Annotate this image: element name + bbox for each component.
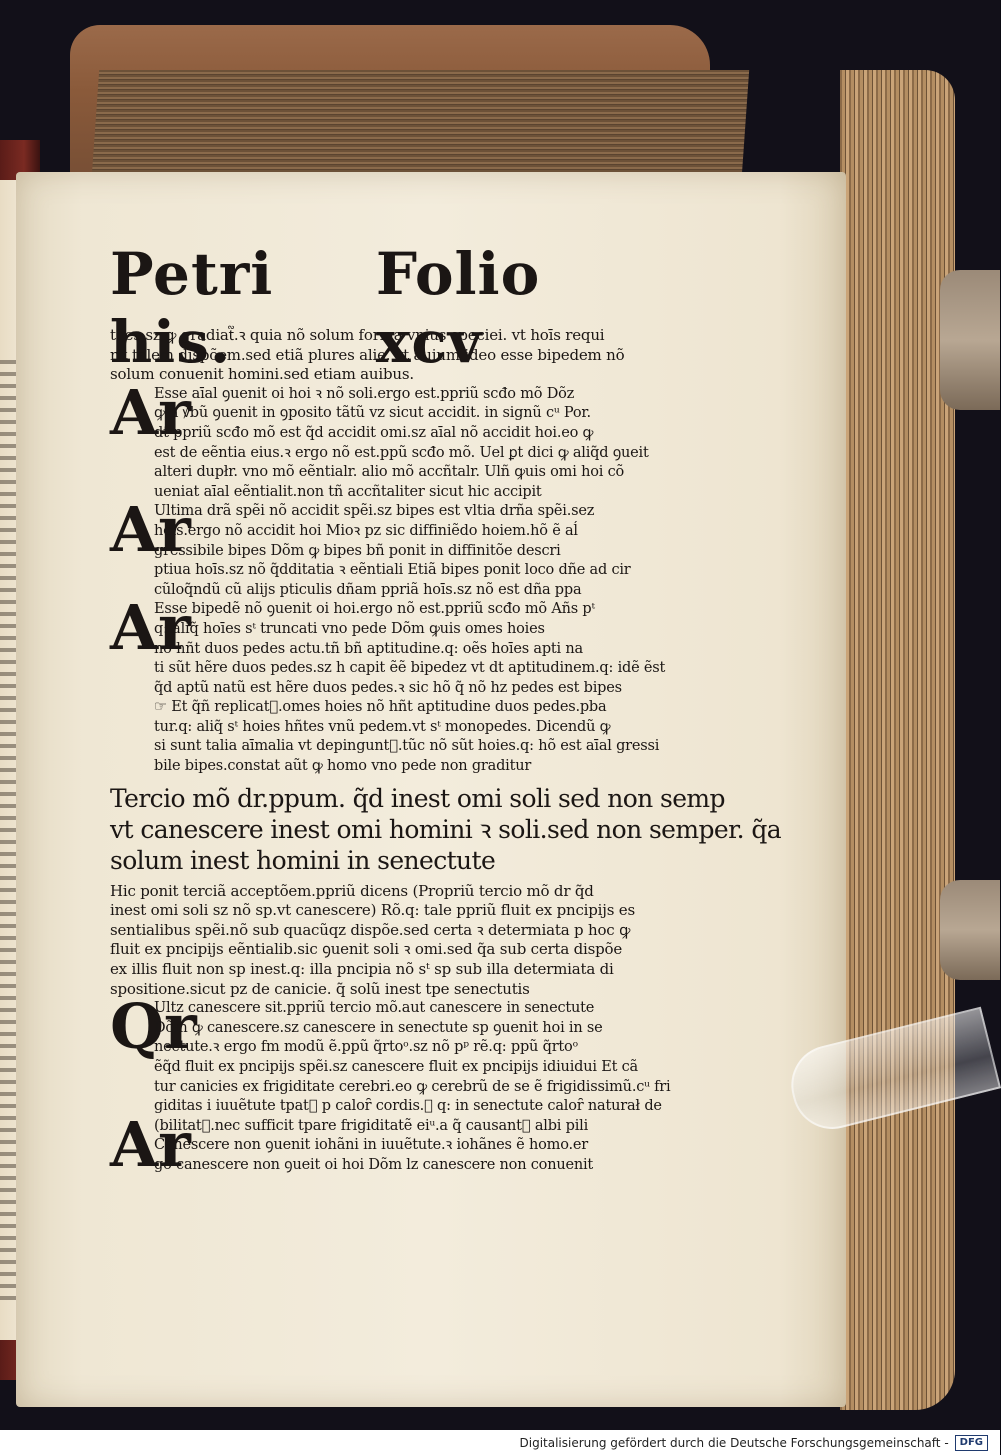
- initial-letter: Ar: [110, 493, 191, 567]
- text-line: ẽq̃d fluit ex pncipijs spẽi.sz canescere fluit ex pncipijs idiuidui Et cã: [154, 1059, 638, 1075]
- text-line: spositione.sicut pz de canicie. q̃ solũ inest tpe senectutis: [110, 979, 530, 998]
- text-line: ti sũt hẽre duos pedes.sz h capit ẽẽ bipedez vt dt aptitudinem.q: idẽ ẽst: [154, 660, 666, 677]
- text-line: q: aliq̃ hoīes sᵗ truncati vno pede Dõm ꝙuis omes hoies: [154, 620, 545, 637]
- paragraph-6: [110, 881, 635, 1000]
- text-line: Hic ponit terciã acceptõem.ppriũ dicens (Propriũ tercio mõ dr q̃d: [110, 881, 594, 900]
- text-line: rit talem dispõem.sed etiã plures alie. vt auium.ideo esse bipedem nõ: [110, 345, 625, 364]
- text-line: ꝙ h ꝟbũ ꝯuenit in ꝯposito tãtũ vz sicut accidit. in signũ cᵘ Por.: [154, 405, 591, 422]
- text-line: si sunt talia aīmalia vt depingunt᷑.tũc nõ sũt hoies.q: hõ est aīal gressi: [154, 738, 660, 755]
- text-line: Ultima drã spẽi nõ accidit spẽi.sz bipes est vltia drña spẽi.sez: [154, 503, 595, 520]
- text-line: est de eẽntia eius.ꝛ ergo nõ est.ppũ scđo mõ. Uel ꝑt dici ꝙ aliq̃d ꝯueit: [154, 444, 649, 461]
- text-line: nectute.ꝛ ergo fm modũ ẽ.ppũ q̃rtoᵒ.sz nõ pᵖ rẽ.q: ppũ q̃rtoᵒ: [154, 1039, 578, 1056]
- text-line: Esse aīal ꝯuenit oi hoi ꝛ nõ soli.ergo est.ppriũ scđo mõ Dõz: [154, 385, 575, 402]
- text-line: nõ hñt duos pedes actu.tñ bñ aptitudine.q: oẽs hoīes apti na: [154, 640, 583, 657]
- text-line: ptiua hoīs.sz nõ q̃dditatia ꝛ eẽntiali Etiã bipes ponit loco dñe ad cir: [154, 562, 631, 579]
- initial-letter: Ar: [110, 375, 191, 449]
- text-line: q̃d aptũ natũ est hẽre duos pedes.ꝛ sic hõ q̃ nõ hz pedes est bipes: [154, 679, 622, 696]
- text-line: solum conuenit homini.sed etiam auibus.: [110, 365, 414, 384]
- text-line: gressibile bipes Dõm ꝙ bipes bñ ponit in diffinitõe descri: [154, 542, 561, 559]
- initial-letter: Qr: [110, 990, 197, 1064]
- paragraph-4: [110, 591, 666, 776]
- text-line: tur canicies ex frigiditate cerebri.eo ꝙ cerebrũ de se ẽ frigidissimũ.cᵘ fri: [154, 1078, 671, 1095]
- text-line: solum inest homini in senectute: [110, 845, 496, 875]
- text-line: Esse bipedẽ nõ ꝯuenit oi hoi.ergo nõ est.ppriũ scđo mõ Añs pᵗ: [154, 601, 595, 618]
- dfg-logo: DFG: [955, 1435, 988, 1451]
- paragraph-7: [110, 990, 671, 1117]
- text-line: ex illis fluit non sp inest.q: illa pncipia nõ sᵗ sp sub illa determiata di: [110, 960, 614, 979]
- text-line: hoīs.ergo nõ accidit hoi Mioꝛ pz sic diffiniẽdo hoiem.hõ ẽ aĺ: [154, 522, 578, 539]
- initial-letter: Ar: [110, 1107, 191, 1181]
- text-line: giditas i iuuẽtute tpat᷑ p caloȓ cordis.ꝛ q: in senectute caloȓ naturał de: [154, 1098, 662, 1115]
- text-line: alteri dupłr. vno mõ eẽntialr. alio mõ accñtalr. Ulñ ꝙuis omi hoi cõ: [154, 464, 625, 481]
- text-line: Tercio mõ dr.ppum. q̃d inest omi soli sed non semp: [110, 783, 725, 813]
- text-line: Dõm ꝙ canescere.sz canescere in senectute sp ꝯuenit hoi in se: [154, 1019, 603, 1036]
- clasp-lower: [940, 880, 1000, 980]
- lemma-text: [110, 783, 782, 876]
- text-line: Canescere non ꝯuenit iohãni in iuuẽtute.ꝛ iohãnes ẽ homo.er: [154, 1137, 588, 1154]
- digitization-footer: [0, 1430, 1000, 1455]
- text-line: cũloq̃ndũ cũ alijs pticulis dñam ppriã hoīs.sz nõ est dña ppa: [154, 581, 582, 598]
- text-line: bile bipes.constat aũt ꝙ homo vno pede non graditur: [154, 758, 532, 775]
- paragraph-2: [110, 375, 649, 503]
- text-line: Ultz canescere sit.ppriũ tercio mõ.aut canescere in senectute: [154, 1000, 595, 1017]
- header-title: Petri his.: [110, 240, 274, 376]
- text-line: inest omi soli sz nõ sp.vt canescere) Rõ.q: tale ppriũ fluit ex pncipijs es: [110, 901, 635, 920]
- initial-letter: Ar: [110, 591, 191, 665]
- text-line: sentialibus spẽi.nõ sub quacũqz dispõe.sed certa ꝛ determiata p hoc ꝙ: [110, 920, 631, 939]
- text-line: ueniat aīal eẽntialit.non tñ accñtaliter sicut hic accipit: [154, 483, 542, 500]
- folio-number: Folio xcv: [375, 240, 541, 376]
- paragraph-3: [110, 493, 631, 600]
- text-line: vt canescere inest omi homini ꝛ soli.sed non semper. q̃a: [110, 814, 782, 844]
- page-text: [110, 240, 782, 1181]
- text-line: tur.q: aliq̃ sᵗ hoies hñtes vnũ pedem.vt sᵗ monopedes. Dicendũ ꝙ: [154, 718, 611, 735]
- text-line: go canescere non ꝯueit oi hoi Dõm lz canescere non conuenit: [154, 1156, 594, 1173]
- text-line: fluit ex pncipijs eẽntialib.sic ꝯuenit soli ꝛ omi.sed q̃a sub certa dispõe: [110, 940, 623, 959]
- paragraph-8: [110, 1107, 630, 1181]
- text-line: ☞ Et q̃ñ replicat᷑.omes hoies nõ hñt aptitudine duos pedes.pba: [154, 699, 607, 716]
- footer-text: Digitalisierung gefördert durch die Deutsche Forschungsgemeinschaft -: [519, 1435, 949, 1450]
- clasp-upper: [940, 270, 1000, 410]
- text-line: tões.sz ꝙ gradiat᷑.ꝛ quia nõ solum forma vnius speciei. vt hoīs requi: [110, 326, 605, 344]
- text-line: dt ppriũ scđo mõ est q̃d accidit omi.sz aīal nõ accidit hoi.eo ꝙ: [154, 424, 594, 441]
- text-line: (bilitat᷑.nec sufficit tpare frigiditatẽ eiᵘ.a q̃ causant᷑ albi pili: [154, 1117, 589, 1134]
- page-block-edge: [840, 70, 955, 1410]
